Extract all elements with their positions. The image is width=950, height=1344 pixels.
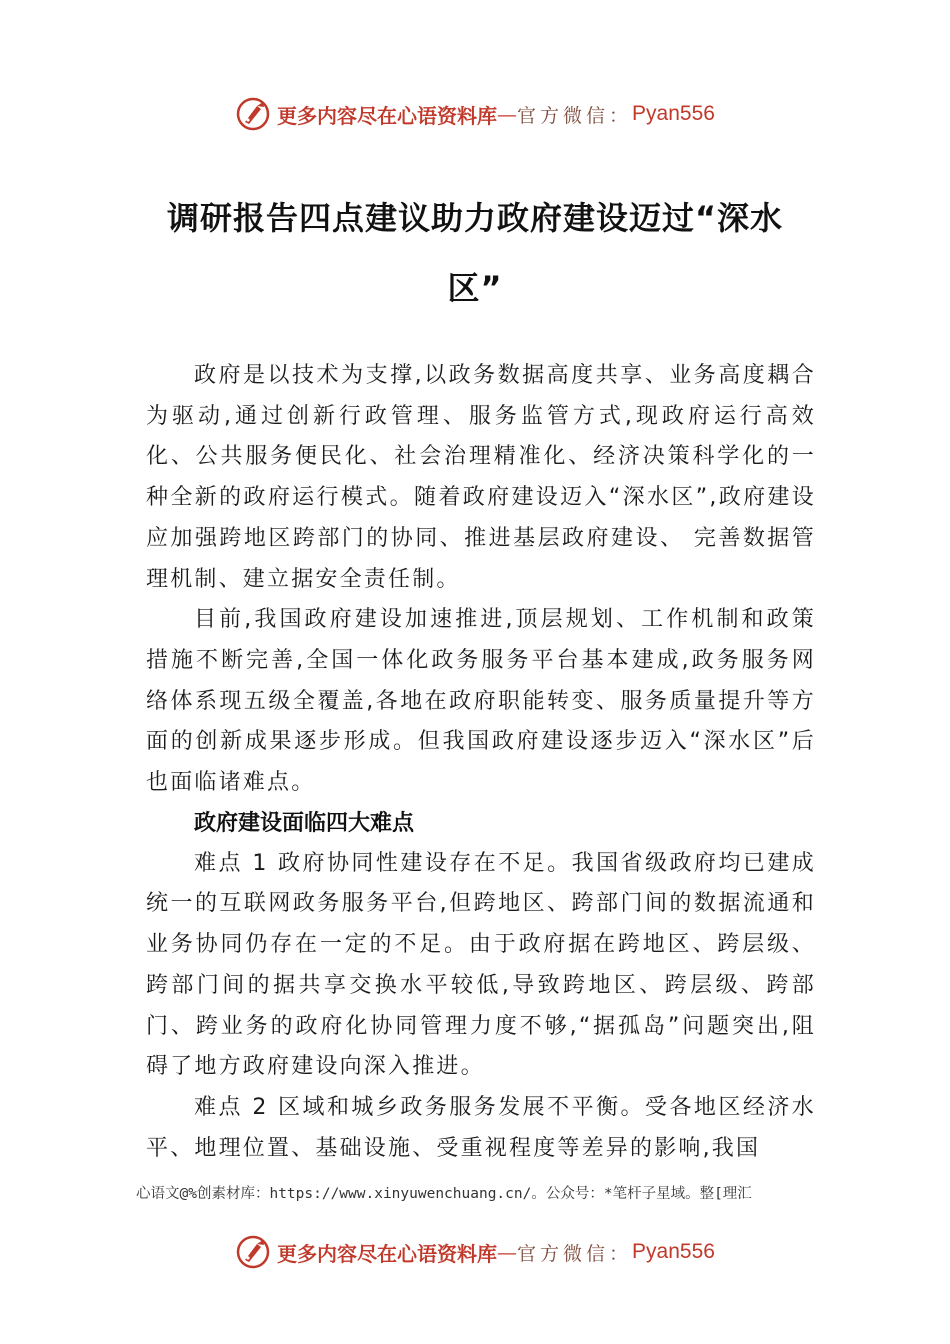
document-title: 调研报告四点建议助力政府建设迈过“深水区” [166,199,784,307]
paragraph-current-status: 目前,我国政府建设加速推进,顶层规划、工作机制和政策措施不断完善,全国一体化政务服务平台基本建成,政务服务网络体系现五级全覆盖,各地在政府职能转变、服务质量提升等方面的创新成果逐步形成。但我国政府建设逐步迈入“深水区”后也面临诸难点。 [146,607,816,796]
pen-nib-logo-icon [235,1234,271,1270]
paragraph-intro: 政府是以技术为支撑,以政务数据高度共享、业务高度耦合为驱动,通过创新行政管理、服务监管方式,现政府运行高效化、公共服务便民化、社会治理精准化、经济决策科学化的一种全新的政府运行模式。随着政府建设迈入“深水区”,政府建设应加强跨地区跨部门的协同、推进基层政府建设、 完善数据管理机制、建立据安全责任制。 [146,363,816,592]
banner-dash: — [497,1240,518,1264]
paragraph-difficulty-1: 难点 1 政府协同性建设存在不足。我国省级政府均已建成统一的互联网政务服务平台,但跨地区、跨部门间的数据流通和业务协同仍存在一定的不足。由于政府据在跨地区、跨层级、跨部门间的据共享交换水平较低,导致跨地区、跨层级、跨部门、跨业务的政府化协同管理力度不够,“据孤岛”问题突出,阻碍了地方政府建设向深入推进。 [146,850,816,1080]
document-body [146,356,816,1169]
header-banner [0,92,950,136]
footer-banner [0,1230,950,1274]
section-heading: 政府建设面临四大难点 [194,810,415,836]
paragraph-difficulty-2: 难点 2 区域和城乡政务服务发展不平衡。受各地区经济水平、地理位置、基础设施、受重视程度等差异的影响,我国 [146,1094,816,1161]
banner-wechat-id: Pyan556 [632,102,715,125]
banner-text: 更多内容尽在心语资料库 [277,103,498,128]
footer-note: 心语文@%创素材库：https://www.xinyuwenchuang.cn/。公众号：*笔杆子星域。整[理汇 [136,1186,752,1202]
banner-wechat-label: 官方微信： [517,104,633,127]
banner-wechat-id: Pyan556 [632,1240,715,1263]
banner-dash: — [497,102,518,126]
pen-nib-logo-icon [235,96,271,132]
banner-text: 更多内容尽在心语资料库 [277,1241,498,1266]
banner-wechat-label: 官方微信： [517,1242,633,1265]
